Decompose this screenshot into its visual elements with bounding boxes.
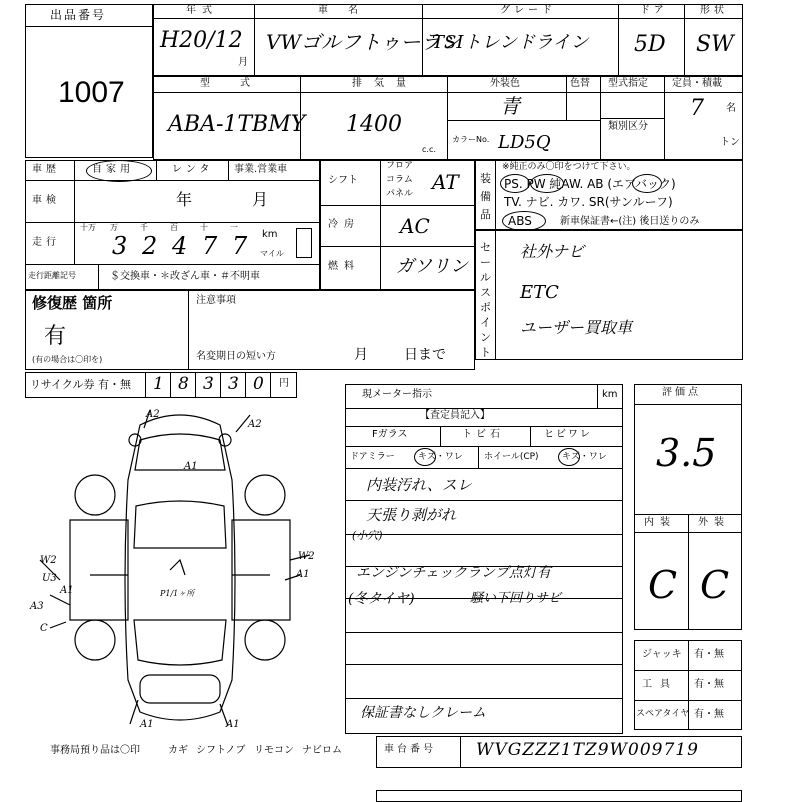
expiry-month: 月 (354, 347, 368, 363)
remark-3: エンジンチェックランプ点灯有 (356, 565, 551, 581)
ton-unit: トン (720, 137, 740, 148)
inspection-label: 車検 (32, 195, 60, 206)
meter-km: km (602, 389, 618, 400)
caution-label: 注意事項 (196, 295, 236, 306)
office-key: カギ (168, 745, 188, 756)
diagram-mark-0: A2 (146, 409, 160, 420)
shift-panel: パネル (386, 189, 414, 199)
glass-label: Fガラス (372, 429, 408, 440)
door-label: ドア (640, 5, 668, 16)
repair-value: 有 (44, 324, 67, 349)
office-text: 事務局預り品は〇印 (50, 745, 140, 756)
grade-value: TSIトレンドライン (432, 32, 589, 53)
lot-number: 1007 (58, 76, 125, 109)
shift-floor: フロア (386, 161, 414, 171)
chassis-label: 車台番号 (384, 744, 436, 755)
mirror-label: ドアミラー (350, 452, 395, 462)
mileage-digit-5: 7 (232, 232, 248, 260)
color-value: 青 (500, 94, 520, 118)
diagram-mark-5: A1 (60, 585, 74, 596)
capacity-label: 定員・積載 (672, 78, 722, 89)
shift-column: コラム (386, 175, 413, 185)
model-value: ABA-1TBMY (168, 112, 306, 137)
lot-label: 出品番号 (50, 8, 107, 22)
equipment-warranty: 新車保証書←(注) 後日送りのみ (560, 216, 700, 227)
mileage-unit-2: 千 (140, 223, 148, 232)
recycle-yen: 円 (279, 378, 289, 389)
diagram-mark-9: A1 (296, 569, 310, 580)
chassis-value: WVGZZZ1TZ9W009719 (476, 740, 699, 760)
equipment-line1: PS. PW 純AW. AB (エアバック) (504, 177, 676, 191)
color-change-label: 色替 (570, 78, 590, 89)
mileage-unit-3: 百 (170, 223, 178, 232)
sales-label: セールスポイント (480, 241, 491, 359)
tools-jack: ジャッキ (642, 649, 682, 660)
short-expiry-label: 名変期日の短い方 (196, 351, 276, 362)
tools-tools: 工具 (642, 679, 678, 690)
mileage-digit-3: 4 (172, 232, 188, 260)
mileage-digit-4: 7 (202, 232, 218, 260)
shape-label: 形状 (700, 5, 728, 16)
recycle-digit-1: 8 (178, 374, 189, 394)
cooling-value: AC (400, 214, 430, 238)
office-remote: リモコン (254, 745, 294, 756)
mileage-mile: マイル (260, 249, 284, 258)
expiry-day: 日まで (404, 347, 446, 363)
mileage-unit-0: 十万 (80, 223, 96, 232)
cooling-label: 冷房 (328, 219, 360, 230)
diagram-mark-11: A1 (226, 719, 240, 730)
inspection-year: 年 (176, 190, 193, 209)
equipment-label: 装備品 (480, 172, 491, 221)
fuel-label: 燃料 (328, 261, 360, 272)
shift-label: シフト (328, 175, 358, 186)
interior-value: C (648, 563, 678, 607)
recycle-label: リサイクル券 有・無 (30, 378, 131, 391)
recycle-digit-4: 0 (253, 374, 264, 394)
diagram-mark-4: U3 (42, 573, 57, 584)
diagram-mark-1: A2 (248, 419, 262, 430)
score-value: 3.5 (656, 431, 717, 475)
year-label: 年式 (186, 5, 218, 16)
fuel-value: ガソリン (396, 256, 468, 277)
equipment-note: ※純正のみ〇印をつけて下さい。 (502, 162, 636, 172)
mileage-unit-4: 十 (200, 223, 208, 232)
mileage-digit-2: 2 (142, 232, 158, 260)
recycle-digit-0: 1 (153, 374, 164, 394)
meter-label: 現メーター指示 (362, 389, 432, 400)
wheel-circle (558, 448, 580, 466)
sales-item-1: ETC (520, 282, 559, 303)
mileage-unit-5: 一 (230, 223, 238, 232)
bottom-box (376, 790, 742, 802)
equipment-abs: ABS (508, 214, 532, 228)
name-label: 車名 (318, 5, 378, 16)
repair-note: (有の場合は〇印を) (32, 355, 103, 364)
history-business: 事業.営業車 (234, 164, 288, 175)
inspection-month: 月 (252, 190, 269, 209)
capacity-unit: 名 (726, 103, 736, 114)
grade-label: グレード (500, 5, 556, 16)
remark-2: (小穴) (352, 529, 383, 542)
model-label: 型式 (200, 78, 280, 89)
office-shift-knob: シフトノブ (196, 745, 246, 756)
mileage-unit-1: 万 (110, 223, 118, 232)
type-designation-label: 型式指定 (608, 78, 648, 89)
color-no-label: カラーNo. (452, 135, 490, 144)
year-value: H20/12 (160, 28, 243, 53)
sales-item-0: 社外ナビ (520, 242, 585, 261)
inspector-label: 【査定員記入】 (420, 410, 490, 421)
mileage-record-legend: ＄交換車・＊改ざん車・＃不明車 (110, 271, 260, 282)
category-label: 類別区分 (608, 121, 648, 132)
diagram-center-note: P1/1ヶ所 (160, 589, 195, 598)
history-label: 車歴 (32, 164, 60, 175)
mileage-record-label: 走行距離記号 (28, 271, 76, 280)
equipment-line2: TV. ナビ. カワ. SR(サンルーフ) (504, 195, 673, 209)
diagram-mark-3: W2 (40, 555, 57, 566)
tools-jack-opts: 有・無 (694, 649, 724, 660)
diagram-mark-8: W2 (298, 551, 315, 562)
interior-label: 内装 (644, 517, 676, 528)
chip-label: トビ石 (462, 429, 504, 440)
wheel-label: ホイール(CP) (484, 452, 539, 462)
mileage-km: km (262, 229, 278, 240)
recycle-digit-2: 3 (203, 374, 214, 394)
tools-spare-opts: 有・無 (694, 709, 724, 720)
mirror-opts: キズ・ワレ (418, 452, 463, 462)
score-label: 評価点 (662, 387, 701, 398)
shift-value: AT (432, 170, 459, 194)
capacity-value: 7 (690, 96, 704, 121)
remark-1: 天張り剥がれ (366, 506, 457, 524)
remark-6: 保証書なしクレーム (360, 705, 486, 721)
door-value: 5D (634, 32, 666, 57)
crack-label: ヒビワレ (544, 429, 592, 440)
shape-value: SW (696, 32, 734, 57)
cc-unit: c.c. (422, 145, 436, 154)
tools-spare: スペアタイヤ (636, 709, 690, 719)
mileage-digit-1: 3 (112, 232, 128, 260)
history-private: 自家用 (92, 164, 134, 175)
tools-tools-opts: 有・無 (694, 679, 724, 690)
name-value: VWゴルフトゥーラン (266, 30, 461, 54)
recycle-digit-3: 3 (228, 374, 239, 394)
diagram-mark-2: A1 (184, 461, 198, 472)
diagram-mark-6: A3 (30, 601, 44, 612)
mileage-label: 走行 (32, 237, 60, 248)
remark-0: 内装汚れ、スレ (366, 476, 472, 494)
color-no-value: LD5Q (498, 132, 551, 153)
displacement-label: 排気量 (352, 78, 418, 89)
exterior-value: C (700, 563, 730, 607)
history-rental: レンタ (172, 164, 214, 175)
wheel-opts: キズ・ワレ (562, 452, 607, 462)
diagram-mark-7: C (40, 623, 48, 634)
exterior-label: 外装 (698, 517, 730, 528)
diagram-mark-10: A1 (140, 719, 154, 730)
remark-4: (冬タイヤ) (348, 591, 415, 607)
repair-label: 修復歴 箇所 (32, 294, 113, 312)
remark-5: 騒い下回りサビ (470, 591, 562, 606)
mirror-circle (414, 448, 436, 466)
displacement-value: 1400 (346, 112, 402, 137)
office-navi: ナビロム (302, 745, 342, 756)
color-label: 外装色 (490, 78, 520, 89)
sales-item-2: ユーザー買取車 (520, 318, 633, 337)
